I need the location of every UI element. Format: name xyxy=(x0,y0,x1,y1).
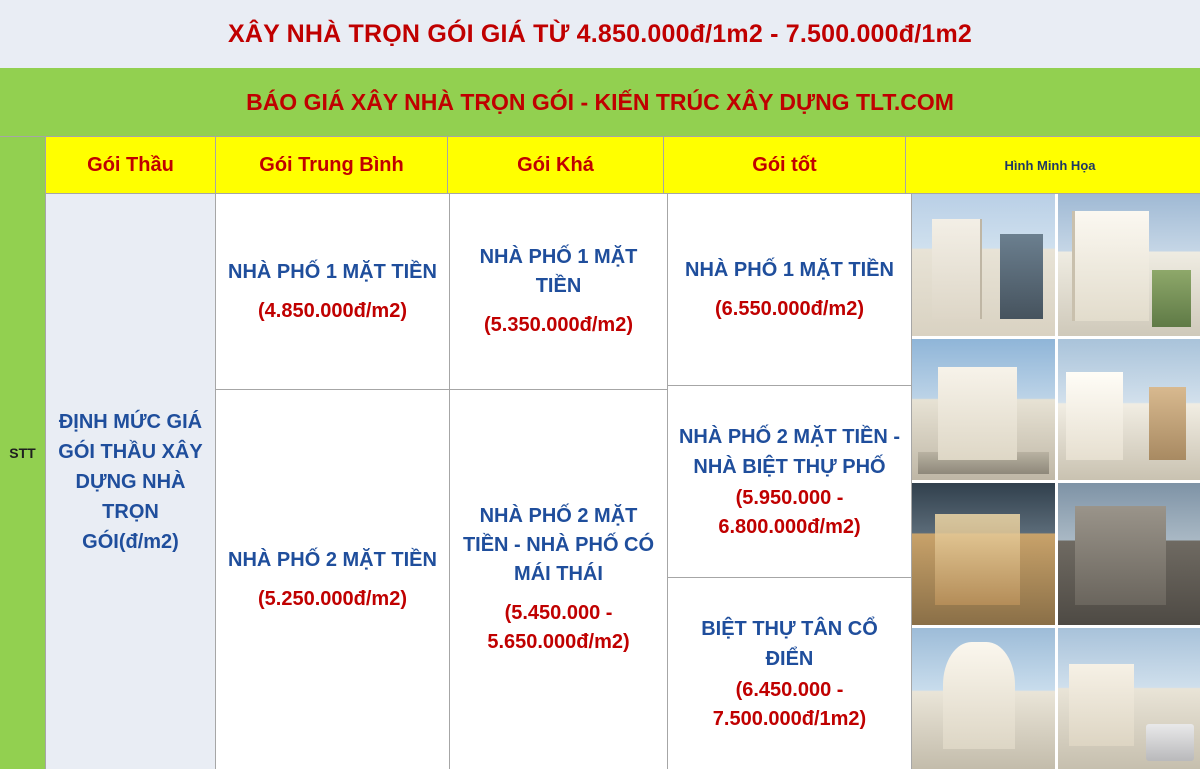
subheadline-banner xyxy=(0,68,1200,136)
average-item-1 xyxy=(216,194,449,389)
best-item-2 xyxy=(668,385,911,577)
good-item-1-price: (5.350.000đ/m2) xyxy=(484,314,633,337)
header-illustration xyxy=(906,137,1194,193)
best-item-3-price: (6.450.000 - 7.500.000đ/1m2) xyxy=(712,678,867,730)
good-package-column xyxy=(450,194,668,769)
average-item-2 xyxy=(216,389,449,769)
table-header-row xyxy=(46,137,1200,194)
best-item-1-price: (6.550.000đ/m2) xyxy=(715,297,864,320)
row-label-text: ĐỊNH MỨC GIÁ GÓI THẦU XÂY DỰNG NHÀ TRỌN GÓI(đ/m2) xyxy=(58,410,203,553)
header-average xyxy=(216,137,448,193)
average-item-2-name: NHÀ PHỐ 2 MẶT TIỀN xyxy=(228,548,437,571)
good-item-1-name: NHÀ PHỐ 1 MẶT TIỀN xyxy=(479,246,638,298)
header-package-label: Gói Thầu xyxy=(87,153,174,176)
house-photo-1 xyxy=(912,194,1055,336)
price-table xyxy=(0,136,1200,769)
row-label-cell xyxy=(46,194,216,769)
average-item-2-price: (5.250.000đ/m2) xyxy=(258,587,407,610)
illustration-collage xyxy=(912,194,1200,769)
header-best-label: Gói tốt xyxy=(752,153,817,176)
good-item-1 xyxy=(450,194,667,389)
stt-header-label: STT xyxy=(9,445,36,461)
header-best xyxy=(664,137,906,193)
table-body xyxy=(46,137,1200,769)
header-good xyxy=(448,137,664,193)
house-photo-6 xyxy=(1058,483,1200,625)
header-illustration-label: Hình Minh Họa xyxy=(1004,157,1096,173)
house-photo-8 xyxy=(1058,628,1200,769)
best-item-3-name: BIỆT THỰ TÂN CỔ ĐIỂN xyxy=(701,617,878,670)
best-item-3 xyxy=(668,577,911,769)
header-average-label: Gói Trung Bình xyxy=(259,153,404,176)
subheadline-text: BÁO GIÁ XÂY NHÀ TRỌN GÓI - KIẾN TRÚC XÂY DỰNG TLT.COM xyxy=(246,88,954,115)
best-item-2-name: NHÀ PHỐ 2 MẶT TIỀN - NHÀ BIỆT THỰ PHỐ xyxy=(678,425,901,478)
house-photo-3 xyxy=(912,339,1055,481)
headline-text: XÂY NHÀ TRỌN GÓI GIÁ TỪ 4.850.000đ/1m2 - 7.500.000đ/1m2 xyxy=(227,19,973,48)
table-row xyxy=(46,194,1200,769)
good-item-2-price: (5.450.000 - 5.650.000đ/m2) xyxy=(487,602,630,654)
good-item-2-name: NHÀ PHỐ 2 MẶT TIỀN - NHÀ PHỐ CÓ MÁI THÁI xyxy=(462,505,655,586)
average-item-1-name: NHÀ PHỐ 1 MẶT TIỀN xyxy=(228,260,437,283)
average-package-column xyxy=(216,194,450,769)
best-item-2-price: (5.950.000 - 6.800.000đ/m2) xyxy=(718,486,861,538)
good-item-2 xyxy=(450,389,667,769)
stt-column xyxy=(0,137,46,769)
house-photo-2 xyxy=(1058,194,1200,336)
header-good-label: Gói Khá xyxy=(517,153,594,176)
best-package-column xyxy=(668,194,912,769)
house-photo-5 xyxy=(912,483,1055,625)
house-photo-4 xyxy=(1058,339,1200,481)
best-item-1 xyxy=(668,194,911,385)
average-item-1-price: (4.850.000đ/m2) xyxy=(258,299,407,322)
best-item-1-name: NHÀ PHỐ 1 MẶT TIỀN xyxy=(685,258,894,281)
house-photo-7 xyxy=(912,628,1055,769)
headline-banner xyxy=(0,0,1200,68)
header-package xyxy=(46,137,216,193)
